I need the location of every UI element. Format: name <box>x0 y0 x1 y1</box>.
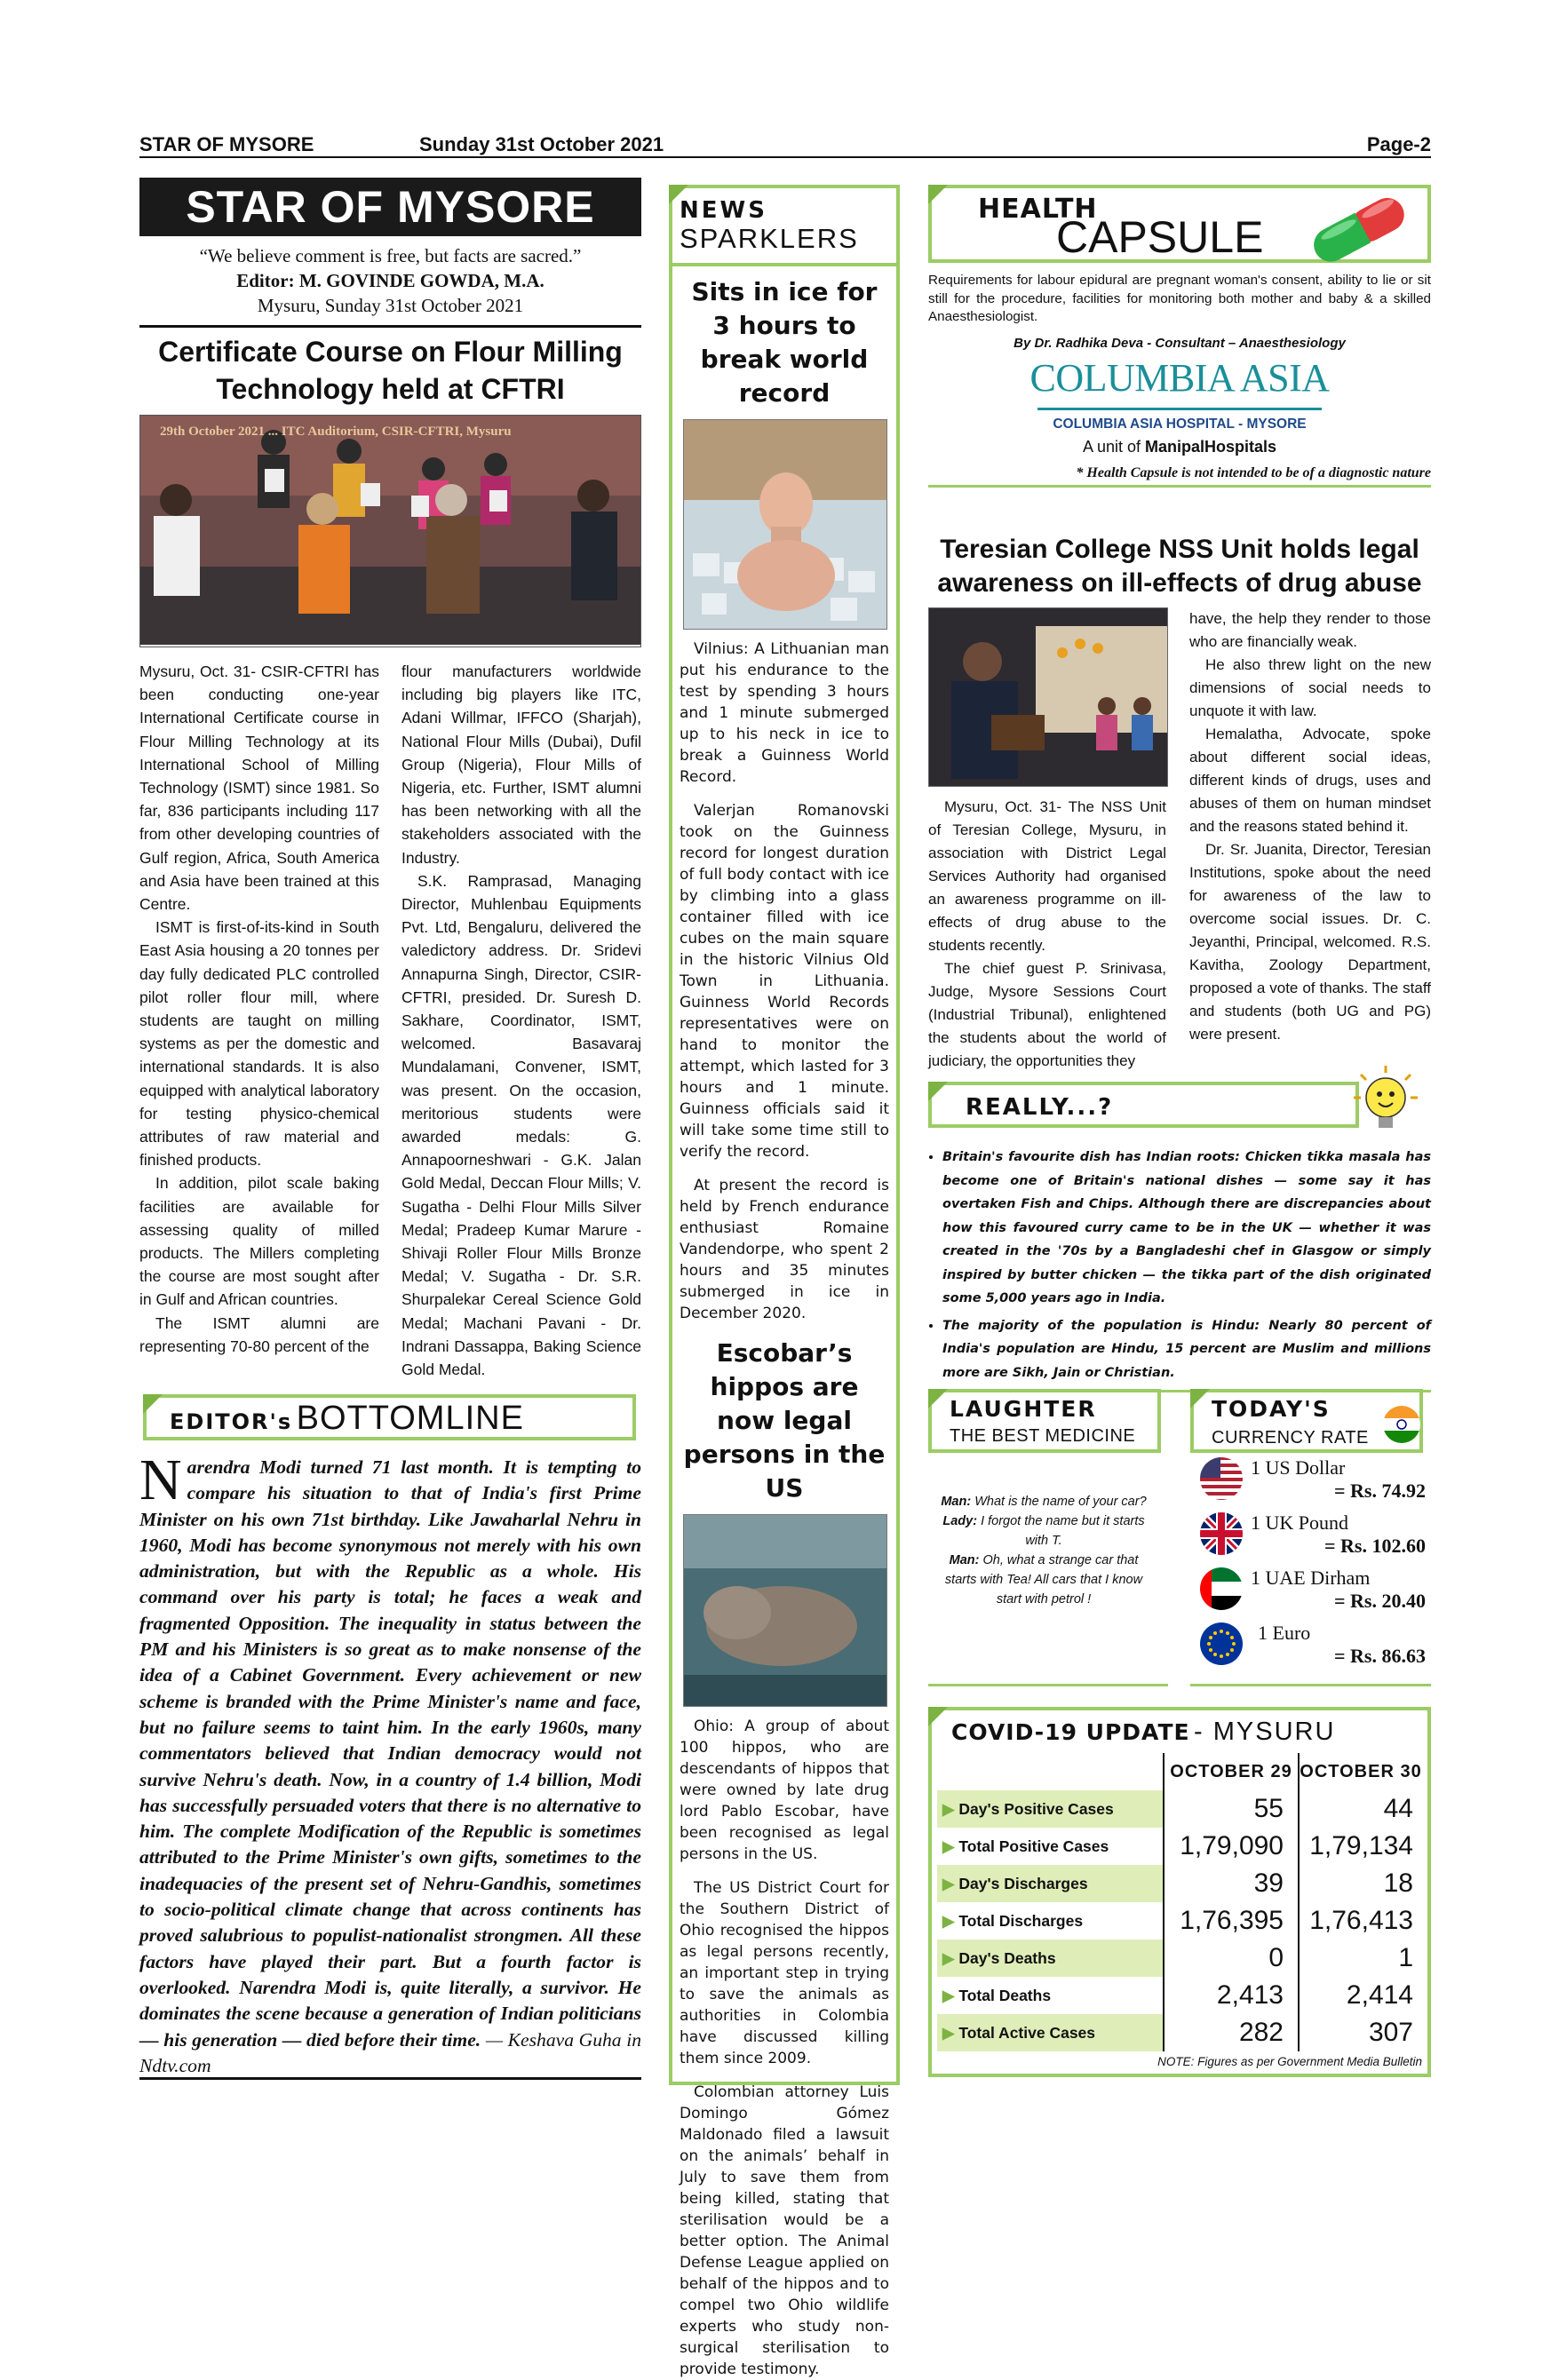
really-item: • Britain's favourite dish has Indian roots: Chicken tikka masala has become one of Britain's national dishes — some say it has overtaken Fish and Chips. Although there are discrepancies about how this favoured curry came to be in the UK — whether it was created in the '70s by a Bangladeshi chef in Glasgow or simply inspired by butter chicken — the tikka part of the dish originated some 5,000 years ago in India. <box>942 1146 1431 1311</box>
india-flag-icon <box>1382 1405 1421 1444</box>
cftri-para: ISMT is first-of-its-kind in South East Asia housing a 20 tonnes per day fully dedicated PLC controlled pilot roller flour mill, where students are taught on milling systems as per the domestic and international standards. It is also equipped with analytical laboratory for testing physico-chemical attributes of raw material and finished products. <box>139 918 379 1170</box>
covid-row <box>937 1902 1422 1940</box>
joke-line <box>937 1511 1150 1551</box>
covid-oct29: 1,76,395 <box>1164 1902 1299 1940</box>
ice-body <box>680 639 889 1324</box>
covid-oct30: 44 <box>1299 1790 1422 1828</box>
covid-row-label: Day's Discharges <box>958 1874 1088 1892</box>
currency-name: 1 US Dollar <box>1251 1456 1346 1479</box>
laughter-label-box <box>928 1389 1161 1453</box>
photo-banner: 29th October 2021 ... ITC Auditorium, CSIR-CFTRI, Mysuru <box>160 424 512 439</box>
currency-row <box>1199 1567 1431 1613</box>
teresian-para: He also threw light on the new dimensions of social needs to unquote it with law. <box>1189 656 1431 719</box>
bottomline-label-big: BOTTOMLINE <box>296 1400 524 1437</box>
uk-flag-icon <box>1199 1511 1244 1556</box>
joke-line <box>937 1551 1150 1609</box>
sparklers-label-top: NEWS <box>680 197 767 224</box>
joke-text: I forgot the name but it starts with T. <box>981 1514 1145 1548</box>
covid-oct29: 0 <box>1164 1940 1299 1977</box>
cftri-para: flour manufacturers worldwide including big players like ITC, Adani Willmar, IFFCO (Sharjah), National Flour Mills (Dubai), Dufil Group (Nigeria), Flour Mills of Nigeria, etc. Further, ISMT alumni has been networking with all the stakeholders associated with the Industry. <box>401 662 641 867</box>
hippo-photo <box>683 1514 887 1707</box>
cftri-para: S.K. Ramprasad, Managing Director, Muhlenbau Equipments Pvt. Ltd, Bengaluru, delivered the valedictory address. Dr. Sridevi Annapurna Singh, Director, CSIR-CFTRI, presided. Dr. Suresh D. Sakhare, Coordinator, ISMT, welcomed. Basavaraj Mundalamani, Convener, ISMT, was present. On the occasion, meritorious students were awarded medals: G. Annapoorneshwari - G.K. Jalan Gold Medal, Deccan Flour Mills; V. Sugatha - Delhi Flour Mills Silver Medal; Pradeep Kumar Marure - Shivaji Roller Flour Mills Bronze Medal; V. Sugatha - Dr. S.R. Shurpalekar Cereal Science Gold Medal; Machani Pavani - Dr. Indrani Dassappa, Baking Science Gold Medal. <box>401 871 641 1379</box>
page-header <box>139 133 1431 158</box>
covid-row <box>937 1940 1422 1977</box>
covid-oct30: 1 <box>1299 1940 1422 1977</box>
manipal-unit <box>928 438 1431 456</box>
hippo-headline: Escobar’s hippos are now legal persons in the US <box>683 1338 886 1503</box>
sparklers-label-bottom: SPARKLERS <box>680 223 859 254</box>
covid-oct30: 1,76,413 <box>1299 1902 1422 1940</box>
health-disclaimer: * Health Capsule is not intended to be of a diagnostic nature <box>928 465 1431 488</box>
covid-oct30: 2,414 <box>1299 1977 1422 2014</box>
masthead-title: STAR OF MYSORE <box>139 178 641 236</box>
bottomline-label-box <box>143 1394 636 1440</box>
covid-table-box <box>928 1753 1431 2077</box>
eu-flag-icon <box>1199 1622 1244 1666</box>
bottomline-label-small: EDITOR's <box>170 1409 293 1434</box>
joke-text: What is the name of your car? <box>974 1495 1147 1509</box>
joke-speaker: Man: <box>949 1553 980 1567</box>
drop-cap: N <box>139 1448 182 1512</box>
cftri-para: Mysuru, Oct. 31- CSIR-CFTRI has been conducting one-year International Certificate course in Flour Milling Technology at its International School of Milling Technology (ISMT) since 1981. So far, 836 participants including 117 from other developing countries of Gulf region, Africa, South America and Asia have been trained at this Centre. <box>139 662 379 914</box>
columbia-logo-name: COLUMBIA ASIA <box>1029 355 1330 400</box>
currency-row <box>1199 1622 1431 1668</box>
currency-row <box>1199 1511 1431 1558</box>
hippo-body <box>680 1716 889 2380</box>
uae-flag-icon <box>1199 1567 1244 1611</box>
us-flag-icon <box>1199 1456 1244 1501</box>
currency-name: 1 Euro <box>1258 1622 1311 1644</box>
cftri-col-left <box>139 660 379 1381</box>
currency-label-bottom: CURRENCY RATE <box>1212 1428 1369 1448</box>
teresian-image <box>929 608 1167 786</box>
currency-row <box>1199 1456 1431 1503</box>
covid-row <box>937 1828 1422 1865</box>
covid-oct29: 1,79,090 <box>1164 1828 1299 1865</box>
laughter-label-top: LAUGHTER <box>950 1396 1097 1422</box>
teresian-col-left <box>928 796 1166 1073</box>
hippo-para: Colombian attorney Luis Domingo Gómez Maldonado filed a lawsuit on the animals’ behalf in July to save them from being killed, stating that sterilisation would be a better option. The Animal Defense League applied on behalf of the hippos and to compel two Ohio wildlife experts who study non-surgical sterilisation to provide testimony. <box>680 2083 889 2378</box>
teresian-headline: Teresian College NSS Unit holds legal awareness on ill-effects of drug abuse <box>937 535 1422 598</box>
covid-col-header: OCTOBER 29 <box>1164 1753 1299 1790</box>
covid-row <box>937 2014 1422 2051</box>
covid-row-label: Day's Positive Cases <box>958 1799 1114 1818</box>
covid-oct29: 55 <box>1164 1790 1299 1828</box>
ice-para: Vilnius: A Lithuanian man put his endurance to the test by spending 3 hours and 1 minute submerged up to his neck in ice to break a Guinness World Record. <box>680 640 889 786</box>
ice-man-image <box>684 420 886 629</box>
corner-triangle-icon <box>928 1389 948 1408</box>
teresian-para: Dr. Sr. Juanita, Director, Teresian Institutions, spoke about the need for awareness of the law to overcome social issues. Dr. C. Jeyanthi, Principal, welcomed. R.S. Kavitha, Zoology Department, proposed a vote of thanks. The staff and students (both UG and PG) were present. <box>1189 841 1431 1043</box>
corner-triangle-icon <box>928 185 948 204</box>
covid-row <box>937 1977 1422 2014</box>
covid-label-light: - MYSURU <box>1194 1718 1336 1746</box>
really-item: • The majority of the population is Hindu: Nearly 80 percent of India's population are Hindu, 15 percent are Muslim and millions more are Sikh, Jain or Christian. <box>942 1314 1431 1385</box>
masthead-info <box>139 243 641 318</box>
joke-line <box>937 1492 1150 1511</box>
row-arrow-icon: ▶ <box>942 1986 955 2004</box>
currency-name: 1 UK Pound <box>1251 1511 1349 1534</box>
cftri-group-photo <box>140 416 640 645</box>
health-text: Requirements for labour epidural are pregnant woman's consent, ability to lie or sit still for the procedure, facilities for monitoring both mother and baby & a skilled Anaesthesiologist. <box>928 273 1431 324</box>
covid-row <box>937 1790 1422 1828</box>
unit-brand: ManipalHospitals <box>1145 437 1277 456</box>
dateline: Mysuru, Sunday 31st October 2021 <box>257 295 524 316</box>
covid-row-label: Day's Deaths <box>958 1948 1056 1967</box>
health-label-bottom: CAPSULE <box>1056 212 1264 262</box>
bottomline-body: arendra Modi turned 71 last month. It is tempting to compare his situation to that of India's first Prime Minister on his own 71st birthday. Like Jawaharlal Nehru in 1960, Modi has become synonymous not merely with his own administration, but with the Republic as a whole. His command over his party is total; he faces a weak and fragmented Opposition. The inequality in status between the PM and his Ministers is so great as to make nonsense of the idea of a Cabinet Government. Every achievement or new scheme is branded with the Prime Minister's name and face, but no failure seems to taint him. In the early 1960s, many commentators believed that Indian democracy would not survive Nehru's death. Now, in a country of 1.4 billion, Modi has successfully persuaded voters that there is no alternative to him. The complete Modification of the Republic is sometimes attributed to the Prime Minister's own gifts, sometimes to the inadequacies of the present set of Nehru-Gandhis, sometimes to socio-political climate change that across continents has proved salubrious to populist-nationalist strongmen. All these factors have played their part. But a fourth factor is overlooked. Narendra Modi is, quite literally, a survivor. He dominates the scene because a generation of Indian politicians — his generation — died before their time. <box>139 1456 641 2051</box>
covid-oct29: 2,413 <box>1164 1977 1299 2014</box>
ice-photo <box>683 419 887 630</box>
columbia-logo <box>928 355 1431 456</box>
covid-row <box>937 1865 1422 1902</box>
ice-para: Valerjan Romanovski took on the Guinness record for longest duration of full body contact with ice by climbing into a glass container filled with ice cubes on the main square in the historic Vilnius Old Town in Lithuania. Guinness World Records representatives were on hand to monitor the attempt, which lasted for 3 hours and 1 minute. Guinness officials said it will take some time still to verify the record. <box>680 802 889 1161</box>
teresian-para: The chief guest P. Srinivasa, Judge, Mysore Sessions Court (Industrial Tribunal), enlightened the students about the world of judiciary, the opportunities they <box>928 960 1166 1069</box>
joke-speaker: Lady: <box>942 1514 978 1528</box>
cftri-para: In addition, pilot scale baking facilities are available for assessing quality of milled products. The Millers completing the course are most sought after in Gulf and African countries. <box>139 1174 379 1309</box>
bottomline-rule <box>139 2077 641 2080</box>
currency-list <box>1199 1456 1431 1668</box>
health-label-top: HEALTH <box>978 194 1098 225</box>
covid-label-bold: COVID-19 UPDATE <box>951 1719 1190 1745</box>
editor-line: Editor: M. GOVINDE GOWDA, M.A. <box>236 270 545 291</box>
laughter-label-bottom: THE BEST MEDICINE <box>950 1426 1136 1446</box>
covid-oct30: 18 <box>1299 1865 1422 1902</box>
paper-name: STAR OF MYSORE <box>139 133 314 155</box>
laughter-joke <box>937 1492 1150 1609</box>
covid-header-row <box>937 1753 1422 1790</box>
teresian-article <box>928 533 1431 1073</box>
lightbulb-icon <box>1350 1064 1421 1135</box>
hippo-image <box>684 1515 886 1706</box>
covid-oct29: 39 <box>1164 1865 1299 1902</box>
cftri-headline: Certificate Course on Flour Milling Technology held at CFTRI <box>158 336 623 405</box>
corner-triangle-icon <box>1190 1389 1210 1408</box>
covid-table <box>937 1753 1422 2051</box>
really-label: REALLY...? <box>966 1094 1114 1121</box>
currency-label-box <box>1190 1389 1423 1453</box>
row-arrow-icon: ▶ <box>942 1874 955 1892</box>
ice-headline: Sits in ice for 3 hours to break world record <box>691 277 878 408</box>
covid-row-label: Total Discharges <box>958 1911 1084 1930</box>
laughter-section <box>928 1389 1168 1686</box>
joke-text: Oh, what a strange car that starts with Tea! All cars that I know start with petrol ! <box>944 1553 1143 1606</box>
motto: “We believe comment is free, but facts are sacred.” <box>199 245 582 266</box>
page-number: Page-2 <box>1366 133 1431 155</box>
row-arrow-icon: ▶ <box>942 1911 955 1930</box>
currency-value: = Rs. 74.92 <box>1334 1480 1426 1502</box>
masthead-rule <box>139 325 641 328</box>
currency-label-top: TODAY'S <box>1212 1396 1331 1422</box>
teresian-para: Hemalatha, Advocate, spoke about different social ideas, different kinds of drugs, uses and abuses of them on human mindset and the reasons stated behind it. <box>1189 726 1431 835</box>
covid-section <box>928 1707 1431 2077</box>
corner-triangle-icon <box>928 1707 948 1726</box>
covid-row-label: Total Positive Cases <box>958 1837 1109 1855</box>
row-arrow-icon: ▶ <box>942 1837 955 1855</box>
really-label-box <box>928 1082 1359 1128</box>
health-label-box <box>928 185 1431 263</box>
currency-name: 1 UAE Dirham <box>1251 1567 1371 1589</box>
corner-triangle-icon <box>143 1394 163 1414</box>
currency-section <box>1190 1389 1431 1686</box>
row-arrow-icon: ▶ <box>942 1948 955 1967</box>
covid-oct29: 282 <box>1164 2014 1299 2051</box>
cftri-para: The ISMT alumni are representing 70-80 percent of the <box>139 1313 379 1355</box>
row-arrow-icon: ▶ <box>942 2023 955 2042</box>
really-list <box>928 1146 1431 1384</box>
currency-value: = Rs. 102.60 <box>1324 1535 1426 1557</box>
bottomline-credit: — Keshava Guha in Ndtv.com <box>139 2028 641 2076</box>
joke-speaker: Man: <box>941 1495 972 1509</box>
hippo-para: Ohio: A group of about 100 hippos, who are descendants of hippos that were owned by late drug lord Pablo Escobar, have been recognised as legal persons in the US. <box>680 1718 889 1863</box>
covid-note: NOTE: Figures as per Government Media Bulletin <box>1157 2055 1422 2068</box>
ice-para: At present the record is held by French endurance enthusiast Romaine Vandendorpe, who spent 2 hours and 35 minutes submerged in ice in December 2020. <box>680 1177 889 1322</box>
cftri-photo <box>139 415 641 647</box>
issue-date: Sunday 31st October 2021 <box>419 133 664 155</box>
editors-bottomline <box>139 1394 641 2080</box>
covid-oct30: 307 <box>1299 2014 1422 2051</box>
teresian-col-right <box>1189 607 1431 1073</box>
covid-row-label: Total Deaths <box>958 1986 1052 2004</box>
bottomline-text <box>139 1448 641 2079</box>
covid-oct30: 1,79,134 <box>1299 1828 1422 1865</box>
teresian-para: have, the help they render to those who are financially weak. <box>1189 610 1431 650</box>
unit-prefix: A unit of <box>1082 437 1141 456</box>
covid-row-label: Total Active Cases <box>958 2023 1096 2042</box>
health-byline: By Dr. Radhika Deva - Consultant – Anaesthesiology <box>1013 335 1346 351</box>
currency-value: = Rs. 86.63 <box>1334 1645 1426 1667</box>
teresian-photo <box>928 607 1168 787</box>
left-column <box>139 178 641 1381</box>
corner-triangle-icon <box>928 1082 948 1101</box>
health-capsule <box>928 185 1431 522</box>
news-sparklers-panel <box>669 185 900 2378</box>
capsule-pill-icon <box>1300 188 1416 268</box>
covid-col-header: OCTOBER 30 <box>1299 1753 1422 1790</box>
row-arrow-icon: ▶ <box>942 1799 955 1818</box>
cftri-col-right <box>401 660 641 1381</box>
teresian-para: Mysuru, Oct. 31- The NSS Unit of Teresian College, Mysuru, in association with District Legal Services Authority had organised an awareness programme on ill-effects of drug abuse to the students recently. <box>928 798 1166 954</box>
really-section <box>928 1082 1431 1392</box>
columbia-logo-sub: COLUMBIA ASIA HOSPITAL - MYSORE <box>1053 416 1307 432</box>
covid-label-box <box>928 1707 1431 1753</box>
hippo-para: The US District Court for the Southern District of Ohio recognised the hippos as legal persons recently, an important step in trying to save the animals as authorities in Colombia have discussed killing them since 2009. <box>680 1879 889 2067</box>
currency-value: = Rs. 20.40 <box>1334 1590 1426 1612</box>
cftri-body <box>139 660 641 1381</box>
